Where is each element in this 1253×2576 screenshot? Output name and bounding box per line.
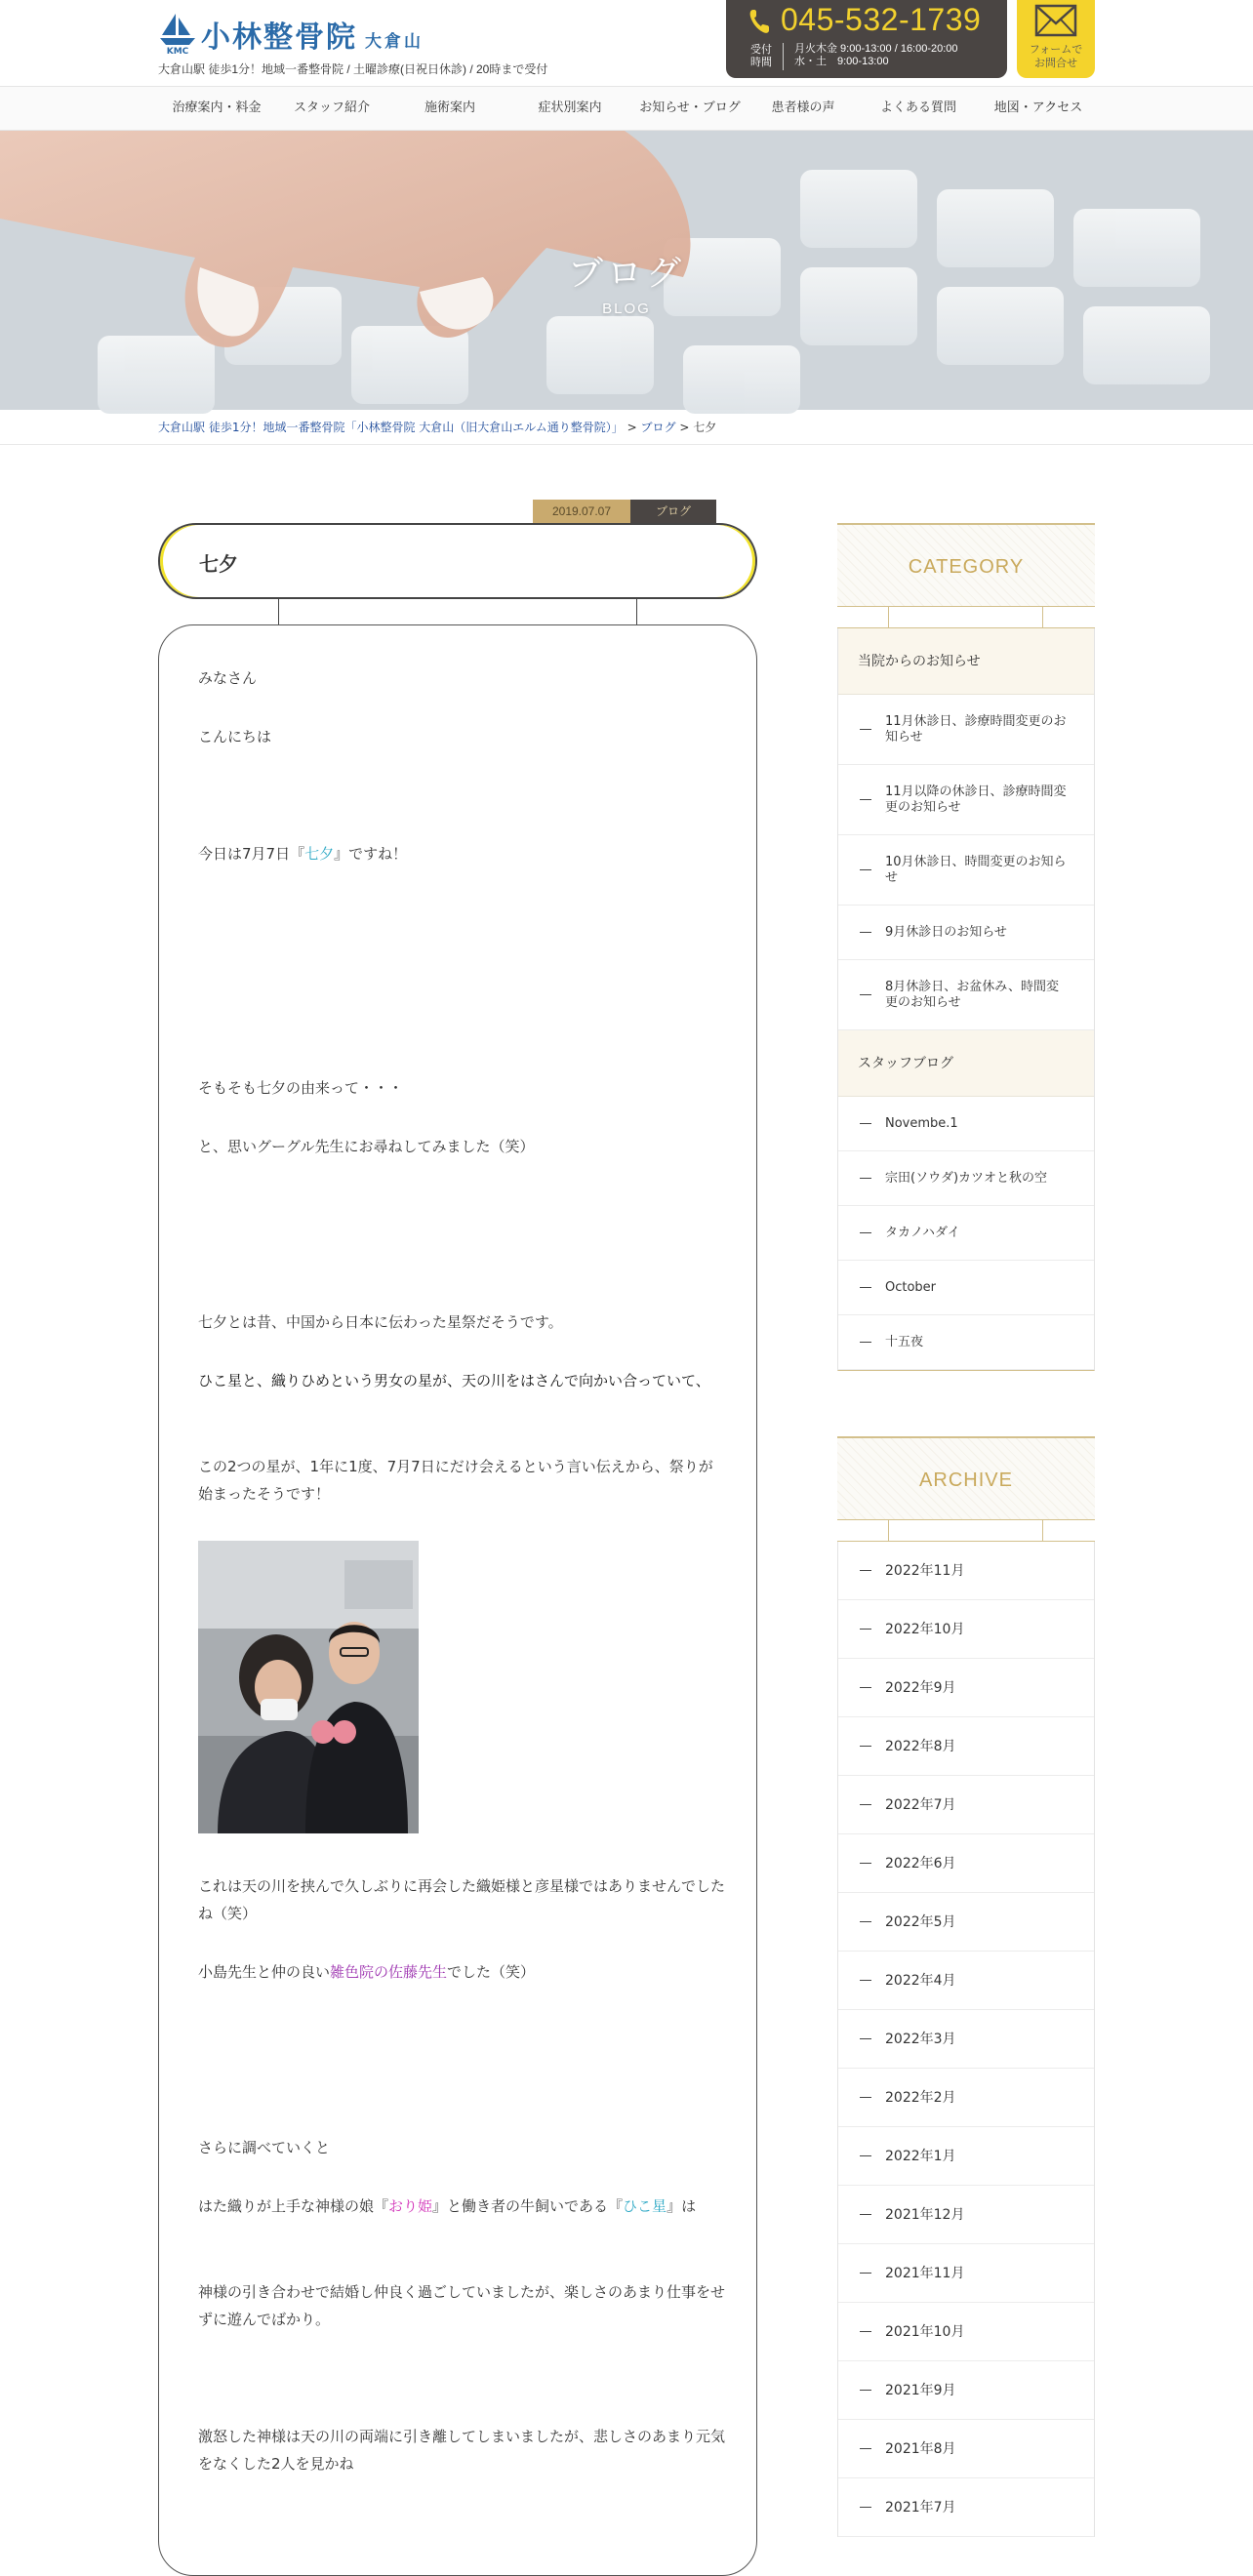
archive-item[interactable] xyxy=(838,2127,1094,2186)
phone-hours-line2: 水・土 9:00-13:00 xyxy=(794,56,889,67)
text-run: はた織りが上手な神様の娘『 xyxy=(198,2197,389,2215)
category-item[interactable] xyxy=(838,765,1094,835)
phone-number: 045-532-1739 xyxy=(781,2,982,37)
archive-item-label: 2021年8月 xyxy=(885,2440,956,2457)
archive-item-label: 2022年6月 xyxy=(885,1855,956,1872)
archive-item[interactable] xyxy=(838,2010,1094,2069)
archive-item-label: 2022年4月 xyxy=(885,1972,956,1989)
category-item[interactable] xyxy=(838,835,1094,906)
archive-item[interactable] xyxy=(838,1776,1094,1834)
dash-icon xyxy=(860,1570,871,1571)
dash-icon xyxy=(860,2507,871,2508)
nav-item-staff[interactable]: スタッフ紹介 xyxy=(293,101,370,115)
archive-item[interactable] xyxy=(838,1834,1094,1893)
phone-divider xyxy=(783,43,784,70)
nav-item-access[interactable]: 地図・アクセス xyxy=(993,101,1083,115)
dash-icon xyxy=(860,994,871,995)
archive-item[interactable] xyxy=(838,2361,1094,2420)
contact-form-button[interactable] xyxy=(1017,0,1095,78)
nav-item-procedures[interactable]: 施術案内 xyxy=(424,101,475,115)
dash-icon xyxy=(860,2273,871,2274)
post-paragraph: そもそも七夕の由来って・・・ xyxy=(198,1079,404,1097)
category-item[interactable] xyxy=(838,695,1094,765)
category-item[interactable] xyxy=(838,1315,1094,1370)
dash-icon xyxy=(860,1863,871,1864)
logo-name: 小林整骨院 xyxy=(201,20,357,55)
archive-item[interactable] xyxy=(838,2244,1094,2303)
category-item[interactable] xyxy=(838,1261,1094,1315)
archive-item[interactable] xyxy=(838,2186,1094,2244)
phone-icon xyxy=(748,8,771,35)
logo-subname: 大倉山 xyxy=(365,32,424,52)
text-run: 』ですね！ xyxy=(334,845,408,863)
archive-item[interactable] xyxy=(838,2303,1094,2361)
hero-banner xyxy=(0,131,1253,410)
dash-icon xyxy=(860,2038,871,2039)
dash-icon xyxy=(860,1178,871,1179)
category-item-label: 宗田(ソウダ)カツオと秋の空 xyxy=(885,1170,1048,1186)
highlight-text: ひこ星 xyxy=(623,2197,667,2215)
archive-item-label: 2022年9月 xyxy=(885,1679,956,1696)
category-item-label: タカノハダイ xyxy=(885,1225,960,1240)
dash-icon xyxy=(860,2390,871,2391)
category-list xyxy=(837,628,1095,1371)
post-paragraph: この2つの星が、1年に1度、7月7日にだけ会えるという言い伝えから、祭りが始まったそうです！ xyxy=(198,1458,713,1503)
nav-item-news-blog[interactable]: お知らせ・ブログ xyxy=(639,101,741,115)
phone-hours-line1: 月火木金 9:00-13:00 / 16:00-20:00 xyxy=(794,43,958,55)
dash-icon xyxy=(860,2448,871,2449)
category-heading-box xyxy=(837,523,1095,607)
phone-hours xyxy=(794,43,958,68)
archive-item-label: 2021年10月 xyxy=(885,2323,965,2340)
post-paragraph xyxy=(198,1958,725,1986)
post-title: 七夕 xyxy=(199,552,238,576)
text-run: 』は xyxy=(667,2197,697,2215)
phone-box[interactable] xyxy=(726,0,1007,78)
mail-icon xyxy=(1034,4,1077,37)
archive-item-label: 2022年7月 xyxy=(885,1796,956,1813)
archive-item-label: 2021年11月 xyxy=(885,2265,965,2281)
archive-item-label: 2021年12月 xyxy=(885,2206,965,2223)
archive-item-label: 2022年1月 xyxy=(885,2148,956,2164)
dash-icon xyxy=(860,2214,871,2215)
dash-icon xyxy=(860,1123,871,1124)
breadcrumb-home[interactable]: 大倉山駅 徒歩1分！地域一番整骨院「小林整骨院 大倉山（旧大倉山エルム通り整骨院）」 xyxy=(158,421,624,434)
dash-icon xyxy=(860,2331,871,2332)
breadcrumb xyxy=(0,410,1253,445)
breadcrumb-current: 七夕 xyxy=(693,421,717,434)
archive-item[interactable] xyxy=(838,1542,1094,1600)
breadcrumb-blog[interactable]: ブログ xyxy=(640,421,676,434)
sato-link[interactable]: 雑色院の佐藤先生 xyxy=(330,1963,448,1981)
dash-icon xyxy=(860,2155,871,2156)
category-item-label: October xyxy=(885,1279,937,1295)
phone-hours-label: 受付時間 xyxy=(750,43,772,68)
dash-icon xyxy=(860,1342,871,1343)
header-tagline: 大倉山駅 徒歩1分！地域一番整骨院 / 土曜診療(日祝日休診) / 20時まで受付 xyxy=(158,62,548,76)
title-connector xyxy=(278,599,279,624)
archive-item-label: 2021年9月 xyxy=(885,2382,956,2398)
archive-item[interactable] xyxy=(838,2478,1094,2537)
dash-icon xyxy=(860,1287,871,1288)
post-body xyxy=(158,624,757,2576)
site-header xyxy=(0,0,1253,86)
dash-icon xyxy=(860,1629,871,1630)
dash-icon xyxy=(860,1980,871,1981)
archive-list xyxy=(837,1542,1095,2537)
ship-logo-icon xyxy=(158,12,197,55)
text-run: 』と働き者の牛飼いである『 xyxy=(432,2197,624,2215)
archive-item-label: 2022年5月 xyxy=(885,1913,956,1930)
post-paragraph: と、思いグーグル先生にお尋ねしてみました（笑） xyxy=(198,1138,535,1155)
dash-icon xyxy=(860,799,871,800)
archive-item[interactable] xyxy=(838,2069,1094,2127)
post-paragraph: ひこ星と、織りひめという男女の星が、天の川をはさんで向かい合っていて、 xyxy=(198,1372,710,1389)
text-run: 今日は7月7日『 xyxy=(198,845,305,863)
breadcrumb-separator: > xyxy=(623,421,641,434)
contact-form-label-2: お問合せ xyxy=(1034,57,1077,69)
post-paragraph: さらに調べていくと xyxy=(198,2139,331,2156)
archive-item[interactable] xyxy=(838,2420,1094,2478)
post-paragraph: 神様の引き合わせで結婚し仲良く過ごしていましたが、楽しさのあまり仕事をせずに遊んでばかり。 xyxy=(198,2283,726,2328)
dash-icon xyxy=(860,1687,871,1688)
breadcrumb-separator: > xyxy=(675,421,694,434)
archive-item[interactable] xyxy=(838,1600,1094,1659)
category-heading: CATEGORY xyxy=(908,556,1025,578)
highlight-text: おり姫 xyxy=(388,2197,433,2215)
archive-item-label: 2022年10月 xyxy=(885,1621,965,1637)
archive-heading-tabs xyxy=(837,1520,1095,1542)
dash-icon xyxy=(860,932,871,933)
archive-item[interactable] xyxy=(838,1717,1094,1776)
category-item[interactable] xyxy=(838,1097,1094,1151)
dash-icon xyxy=(860,1804,871,1805)
global-nav xyxy=(0,86,1253,131)
archive-heading-box xyxy=(837,1436,1095,1520)
post-paragraph: こんにちは xyxy=(198,728,272,745)
nav-item-faq[interactable]: よくある質問 xyxy=(879,101,956,115)
category-item-label: 10月休診日、時間変更のお知らせ xyxy=(885,854,1067,885)
archive-item-label: 2022年3月 xyxy=(885,2031,956,2047)
svg-text:KMC: KMC xyxy=(166,47,189,57)
archive-heading: ARCHIVE xyxy=(919,1469,1013,1491)
post-paragraph: 七夕とは昔、中国から日本に伝わった星祭だそうです。 xyxy=(198,1313,563,1331)
site-logo[interactable] xyxy=(158,12,424,55)
post-category-tag[interactable]: ブログ xyxy=(630,500,716,523)
category-group-news[interactable]: 当院からのお知らせ xyxy=(838,628,1094,695)
dash-icon xyxy=(860,869,871,870)
post-paragraph: みなさん xyxy=(198,669,258,687)
highlight-text: 七夕 xyxy=(304,845,335,863)
title-connector xyxy=(636,599,637,624)
category-heading-tabs xyxy=(837,607,1095,628)
post-paragraph: これは天の川を挟んで久しぶりに再会した織姫様と彦星様ではありませんでしたね（笑） xyxy=(198,1877,726,1922)
category-item-label: 11月以降の休診日、診療時間変更のお知らせ xyxy=(885,784,1067,815)
category-item[interactable] xyxy=(838,906,1094,960)
archive-item[interactable] xyxy=(838,1952,1094,2010)
dash-icon xyxy=(860,1232,871,1233)
archive-item[interactable] xyxy=(838,1659,1094,1717)
post-paragraph xyxy=(198,2193,725,2220)
category-item-label: 9月休診日のお知らせ xyxy=(885,924,1007,940)
contact-form-label-1: フォームで xyxy=(1029,43,1083,56)
archive-item-label: 2022年2月 xyxy=(885,2089,956,2106)
contact-form-label xyxy=(1017,43,1095,70)
dash-icon xyxy=(860,1746,871,1747)
category-item[interactable] xyxy=(838,960,1094,1030)
dash-icon xyxy=(860,729,871,730)
post-title-box xyxy=(158,523,757,599)
hero-subtitle: BLOG xyxy=(602,301,651,317)
category-item[interactable] xyxy=(838,1151,1094,1206)
archive-item-label: 2022年11月 xyxy=(885,1562,965,1579)
post-photo xyxy=(198,1541,419,1833)
category-item-label: 8月休診日、お盆休み、時間変更のお知らせ xyxy=(885,979,1060,1010)
nav-item-treatment[interactable]: 治療案内・料金 xyxy=(172,101,262,115)
category-item-label: 11月休診日、診療時間変更のお知らせ xyxy=(885,713,1067,745)
category-group-staff-blog[interactable]: スタッフブログ xyxy=(838,1030,1094,1097)
category-item[interactable] xyxy=(838,1206,1094,1261)
nav-item-symptoms[interactable]: 症状別案内 xyxy=(538,101,602,115)
archive-item-label: 2021年7月 xyxy=(885,2499,956,2516)
post-date: 2019.07.07 xyxy=(533,500,630,523)
post-paragraph: 激怒した神様は天の川の両端に引き離してしまいましたが、悲しさのあまり元気をなくした2人を見かね xyxy=(198,2428,726,2473)
category-item-label: 十五夜 xyxy=(885,1334,924,1349)
post-paragraph xyxy=(198,840,725,867)
category-item-label: Novembe.1 xyxy=(885,1115,958,1131)
archive-item-label: 2022年8月 xyxy=(885,1738,956,1754)
text-run: 小島先生と仲の良い xyxy=(198,1963,331,1981)
dash-icon xyxy=(860,2097,871,2098)
nav-item-voices[interactable]: 患者様の声 xyxy=(771,101,835,115)
text-run: でした（笑） xyxy=(447,1963,536,1981)
hero-title: ブログ xyxy=(567,254,685,294)
dash-icon xyxy=(860,1921,871,1922)
archive-item[interactable] xyxy=(838,1893,1094,1952)
